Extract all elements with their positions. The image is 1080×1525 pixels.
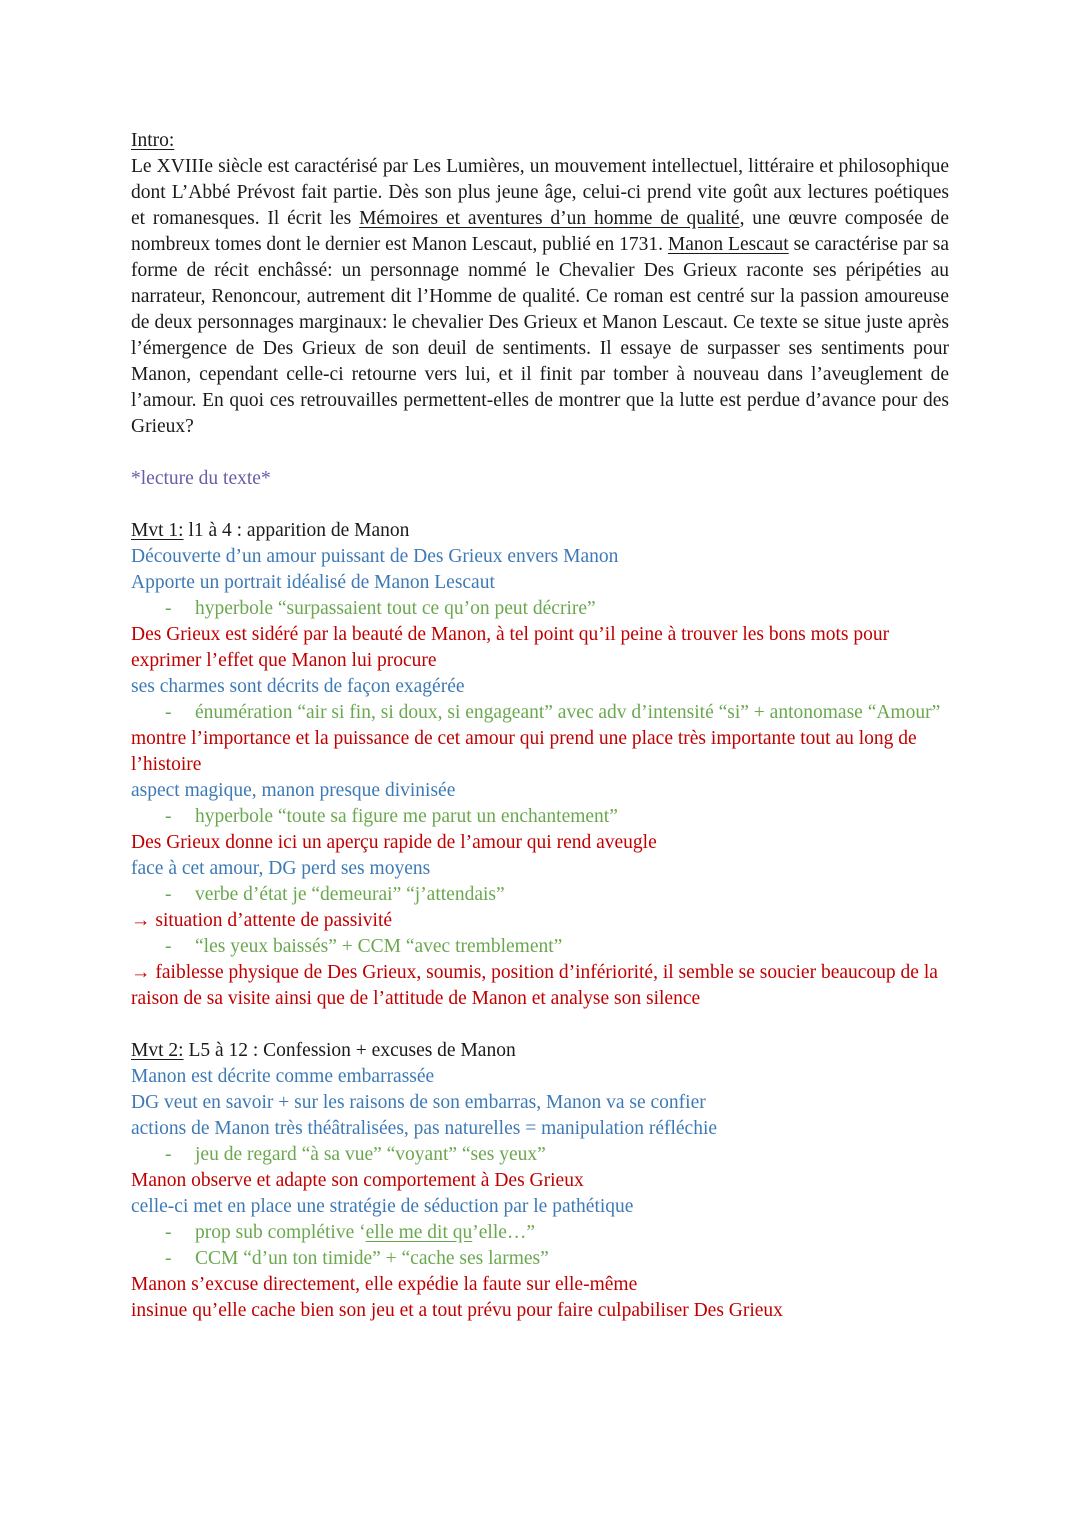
note-line [131,1272,949,1298]
intro-paragraph [131,154,949,440]
note-text: énumération “air si fin, si doux, si engageant” avec adv d’intensité “si” + antonomase “Amour” [195,702,941,723]
intro-text-2: , une œuvre composée de nombreux tomes dont le dernier est Manon Lescaut, publié en 1731. [131,208,950,255]
note-text: CCM “d’un ton timide” + “cache ses larmes” [195,1248,549,1269]
mvt2-notes-continued [131,1246,949,1298]
note-text: hyperbole “toute sa figure me parut un enchantement” [195,806,618,827]
prop-post: ’elle…” [472,1222,536,1243]
book-title-manon: Manon Lescaut [667,234,789,255]
note-line [131,856,949,882]
mvt1-label: Mvt 1: [131,520,184,541]
mvt1-title: l1 à 4 : apparition de Manon [183,520,410,541]
intro-heading: Intro: [131,130,175,151]
bullet-dash: - [165,1248,172,1269]
note-text: Découverte d’un amour puissant de Des Grieux envers Manon [131,546,619,567]
note-text: ses charmes sont décrits de façon exagérée [131,676,465,697]
intro-text-1: Le XVIIIe siècle est caractérisé par Les Lumières, un mouvement intellectuel, littéraire et philosophique dont L’Abbé Prévost fait partie. Dès son plus jeune âge, celui-ci prend vite goût aux lectures poétiques et romanesques. Il écrit les [131,156,949,229]
note-text: Manon observe et adapte son comportement à Des Grieux [131,1170,584,1191]
note-line [131,544,949,570]
note-text: Manon est décrite comme embarrassée [131,1066,435,1087]
note-line [131,726,949,778]
bullet-dash: - [165,936,172,957]
intro-text-3: se caractérise par sa forme de récit enchâssé: un personnage nommé le Chevalier Des Grieux raconte ses péripéties au narrateur, Renoncour, autrement dit l’Homme de qualité. Ce roman est centré sur la passion amoureuse de deux personnages marginaux: le chevalier Des Grieux et Manon Lescaut. Ce texte se situe juste après l’émergence de Des Grieux de son deuil de sentiments. Il essaye de surpasser ses sentiments pour Manon, cependant celle-ci retourne vers lui, et il finit par tomber à nouveau dans l’aveuglement de l’amour. En quoi ces retrouvailles permettent-elles de montrer que la lutte est perdue d’avance pour des Grieux? [131,234,949,437]
mvt1-notes [131,544,949,1012]
note-line [131,674,949,700]
note-text: montre l’importance et la puissance de cet amour qui prend une place très importante tout au long de l’histoire [131,728,917,775]
bullet-dash: - [165,1144,172,1165]
note-line-bullet [131,804,949,830]
note-text: Manon s’excuse directement, elle expédie la faute sur elle-même [131,1274,638,1295]
note-text: aspect magique, manon presque divinisée [131,780,456,801]
note-text: → faiblesse physique de Des Grieux, soumis, position d’infériorité, il semble se soucier beaucoup de la raison de sa visite ainsi que de l’attitude de Manon et analyse son silence [131,962,938,1009]
bullet-dash: - [165,702,172,723]
bullet-dash: - [165,598,172,619]
prop-pre: prop sub complétive ‘ [195,1222,366,1243]
document-page [131,128,949,1324]
note-line [131,622,949,674]
note-text: Des Grieux est sidéré par la beauté de Manon, à tel point qu’il peine à trouver les bons mots pour exprimer l’effet que Manon lui procure [131,624,890,671]
note-line [131,1194,949,1220]
note-line-bullet [131,596,949,622]
mvt2-label: Mvt 2: [131,1040,184,1061]
prop-underlined: elle me dit qu [365,1222,473,1243]
bullet-dash: - [165,1222,172,1243]
note-line [131,1064,949,1090]
note-text: face à cet amour, DG perd ses moyens [131,858,431,879]
mvt1-heading [131,518,949,544]
note-line [131,960,949,1012]
note-text: jeu de regard “à sa vue” “voyant” “ses yeux” [195,1144,546,1165]
note-line [131,1090,949,1116]
note-text: celle-ci met en place une stratégie de séduction par le pathétique [131,1196,634,1217]
book-title-memoires: Mémoires et aventures d’un homme de qualité [359,208,740,229]
note-line-bullet [131,1142,949,1168]
bullet-dash: - [165,884,172,905]
note-text: DG veut en savoir + sur les raisons de son embarras, Manon va se confier [131,1092,706,1113]
note-text: “les yeux baissés” + CCM “avec tremblement” [195,936,563,957]
mvt2-title: L5 à 12 : Confession + excuses de Manon [183,1040,516,1061]
note-line [131,1116,949,1142]
mvt2-heading [131,1038,949,1064]
note-line [131,1168,949,1194]
mvt2-notes [131,1064,949,1220]
note-line-bullet [131,1246,949,1272]
note-line [131,778,949,804]
note-text: Des Grieux donne ici un aperçu rapide de l’amour qui rend aveugle [131,832,657,853]
note-text: actions de Manon très théâtralisées, pas naturelles = manipulation réfléchie [131,1118,718,1139]
note-text: verbe d’état je “demeurai” “j’attendais” [195,884,505,905]
note-line-bullet [131,934,949,960]
note-text: Apporte un portrait idéalisé de Manon Lescaut [131,572,495,593]
note-line-bullet [131,1220,949,1246]
note-line-bullet [131,700,949,726]
bullet-dash: - [165,806,172,827]
note-line: insinue qu’elle cache bien son jeu et a tout prévu pour faire culpabiliser Des Grieux [131,1300,783,1321]
note-line [131,570,949,596]
note-line [131,908,949,934]
note-line [131,830,949,856]
note-line-bullet [131,882,949,908]
note-text: hyperbole “surpassaient tout ce qu’on peut décrire” [195,598,596,619]
lecture-note: *lecture du texte* [131,468,271,489]
note-text: → situation d’attente de passivité [131,910,393,931]
